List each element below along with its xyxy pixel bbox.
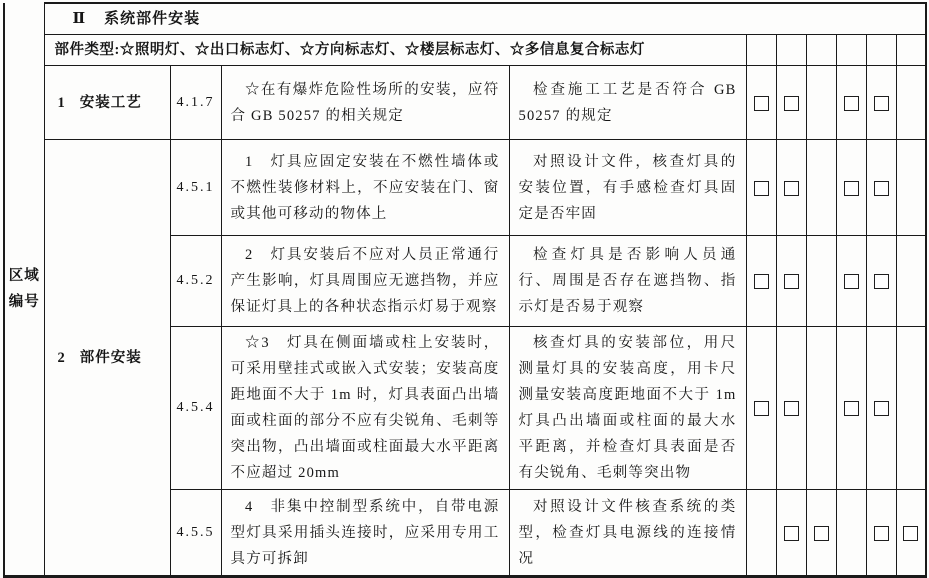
checkbox[interactable] (874, 96, 889, 111)
checkbox[interactable] (814, 526, 829, 541)
requirement-cell: ☆3 灯具在侧面墙或柱上安装时，可采用壁挂式或嵌入式安装；安装高度距地面不大于 1m 时，灯具表面凸出墙面或柱面的部分不应有尖锐角、毛刺等突出物，凸出墙面或柱面最大水平距离不应超过 20mm (221, 327, 509, 490)
checkbox[interactable] (844, 96, 859, 111)
checkbox-cell (746, 236, 776, 327)
method-cell: 核查灯具的安装部位，用尺测量灯具的安装高度，用卡尺测量安装高度距地面不大于 1m 灯具凸出墙面或柱面的最大水平距离，并检查灯具表面是否有尖锐角、毛刺等突出物 (509, 327, 746, 490)
checkbox-cell (836, 236, 866, 327)
checkbox-cell (836, 327, 866, 490)
inspection-checklist-table (3, 2, 927, 578)
clause-cell: 4.5.1 (170, 140, 221, 236)
group-item-2: 2 部件安装 (44, 140, 170, 577)
method-cell: 检查灯具是否影响人员通行、周围是否存在遮挡物、指示灯是否易于观察 (509, 236, 746, 327)
checkbox-cell (866, 236, 896, 327)
checkbox-cell (866, 35, 896, 66)
checkbox-cell (896, 35, 926, 66)
checkbox-cell (836, 35, 866, 66)
method-cell: 对照设计文件，核查灯具的安装位置，有手感检查灯具固定是否牢固 (509, 140, 746, 236)
checkbox[interactable] (784, 401, 799, 416)
checkbox-cell (866, 490, 896, 577)
clause-cell: 4.5.4 (170, 327, 221, 490)
checkbox[interactable] (754, 401, 769, 416)
checkbox[interactable] (754, 96, 769, 111)
checkbox-cell (806, 236, 836, 327)
checkbox[interactable] (784, 274, 799, 289)
checkbox-cell (806, 35, 836, 66)
component-type-row (4, 35, 926, 66)
table-row-4-5-1 (4, 140, 926, 236)
checkbox-cell (836, 66, 866, 140)
checkbox-cell (776, 327, 806, 490)
requirement-cell: 4 非集中控制型系统中，自带电源型灯具采用插头连接时，应采用专用工具方可拆卸 (221, 490, 509, 577)
section-header (44, 3, 926, 35)
checkbox[interactable] (784, 526, 799, 541)
checkbox-cell (746, 35, 776, 66)
checkbox[interactable] (844, 401, 859, 416)
checkbox-cell (836, 490, 866, 577)
checkbox-cell (806, 66, 836, 140)
clause-cell: 4.5.5 (170, 490, 221, 577)
method-cell: 对照设计文件核查系统的类型，检查灯具电源线的连接情况 (509, 490, 746, 577)
method-cell: 检查施工工艺是否符合 GB 50257 的规定 (509, 66, 746, 140)
checkbox-cell (806, 490, 836, 577)
table-row-4-1-7 (4, 66, 926, 140)
checkbox-cell (776, 140, 806, 236)
checkbox[interactable] (874, 401, 889, 416)
requirement-cell: 2 灯具安装后不应对人员正常通行产生影响，灯具周围应无遮挡物，并应保证灯具上的各种状态指示灯易于观察 (221, 236, 509, 327)
checkbox-cell (866, 66, 896, 140)
checkbox-cell (746, 490, 776, 577)
clause-cell: 4.5.2 (170, 236, 221, 327)
checkbox[interactable] (754, 181, 769, 196)
checkbox-cell (776, 236, 806, 327)
requirement-cell: ☆在有爆炸危险性场所的安装，应符合 GB 50257 的相关规定 (221, 66, 509, 140)
checkbox-cell (896, 236, 926, 327)
section-title: 系统部件安装 (104, 11, 201, 27)
checkbox-cell (866, 140, 896, 236)
group-item-1: 1 安装工艺 (44, 66, 170, 140)
checkbox[interactable] (903, 526, 918, 541)
requirement-cell: 1 灯具应固定安装在不燃性墙体或不燃性装修材料上，不应安装在门、窗或其他可移动的物体上 (221, 140, 509, 236)
section-header-row (4, 3, 926, 35)
checkbox[interactable] (874, 526, 889, 541)
checkbox-cell (776, 490, 806, 577)
checkbox-cell (806, 140, 836, 236)
checkbox[interactable] (784, 181, 799, 196)
checkbox-cell (896, 327, 926, 490)
checkbox-cell (866, 327, 896, 490)
area-number-label: 区域 编号 (4, 3, 44, 577)
checkbox-cell (806, 327, 836, 490)
checkbox[interactable] (874, 274, 889, 289)
checkbox-cell (776, 35, 806, 66)
checkbox[interactable] (844, 181, 859, 196)
checkbox[interactable] (754, 274, 769, 289)
checkbox-cell (776, 66, 806, 140)
checkbox-cell (746, 327, 776, 490)
checkbox-cell (896, 490, 926, 577)
section-number: Ⅱ (72, 11, 87, 27)
checkbox[interactable] (874, 181, 889, 196)
checkbox[interactable] (784, 96, 799, 111)
component-type-label: 部件类型:☆照明灯、☆出口标志灯、☆方向标志灯、☆楼层标志灯、☆多信息复合标志灯 (44, 35, 746, 66)
checkbox-cell (896, 66, 926, 140)
checkbox-cell (896, 140, 926, 236)
checkbox[interactable] (844, 274, 859, 289)
checkbox-cell (746, 66, 776, 140)
checkbox-cell (836, 140, 866, 236)
clause-cell: 4.1.7 (170, 66, 221, 140)
checkbox-cell (746, 140, 776, 236)
